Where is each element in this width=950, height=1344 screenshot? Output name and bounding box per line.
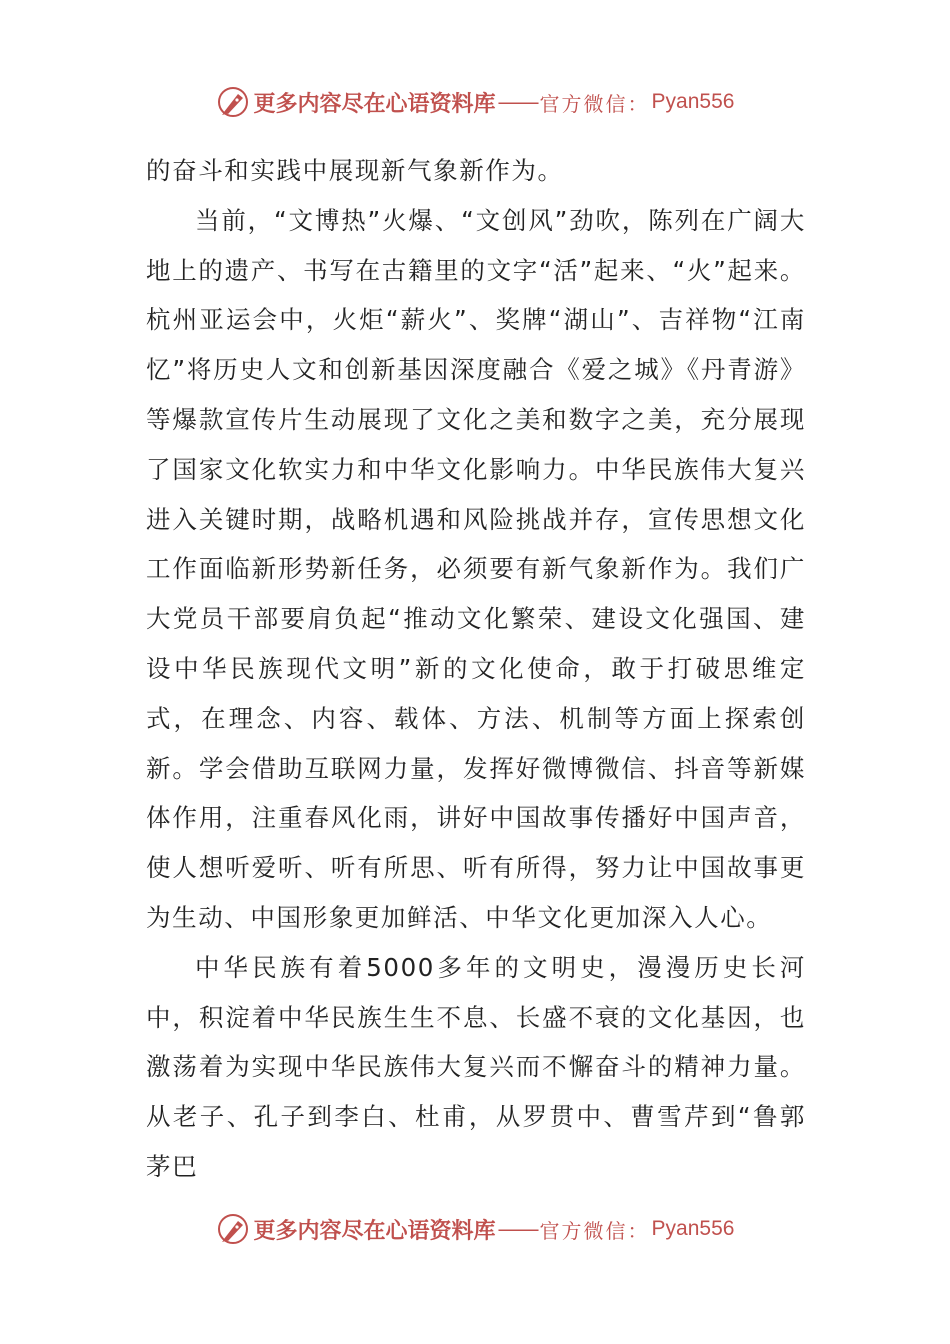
footer-banner [0,1209,950,1249]
pen-nib-logo-icon [216,1212,250,1246]
paragraph: 当前，“文博热”火爆、“文创风”劲吹，陈列在广阔大地上的遗产、书写在古籍里的文字“活”起来、“火”起来。杭州亚运会中，火炬“薪火”、奖牌“湖山”、吉祥物“江南忆”将历史人文和创新基因深度融合《爱之城》《丹青游》等爆款宣传片生动展现了文化之美和数字之美，充分展现了国家文化软实力和中华文化影响力。中华民族伟大复兴进入关键时期，战略机遇和风险挑战并存，宣传思想文化工作面临新形势新任务，必须要有新气象新作为。我们广大党员干部要肩负起“推动文化繁荣、建设文化强国、建设中华民族现代文明”新的文化使命，敢于打破思维定式，在理念、内容、载体、方法、机制等方面上探索创新。学会借助互联网力量，发挥好微博微信、抖音等新媒体作用，注重春风化雨，讲好中国故事传播好中国声音，使人想听爱听、听有所思、听有所得，努力让中国故事更为生动、中国形象更加鲜活、中华文化更加深入人心。 [146,205,806,932]
banner-wechat-id: Pyan556 [651,90,735,113]
header-banner [0,82,950,122]
pen-nib-logo-icon [216,85,250,119]
paragraph-continuation: 的奋斗和实践中展现新气象新作为。 [146,156,564,185]
banner-wechat-label: 官方微信： [539,91,650,116]
banner-dash: —— [497,89,538,115]
banner-brand-text: 更多内容尽在心语资料库 [253,1217,496,1244]
banner-wechat-label: 官方微信： [539,1218,650,1243]
paragraph: 中华民族有着5000多年的文明史，漫漫历史长河中，积淀着中华民族生生不息、长盛不衰的文化基因，也激荡着为实现中华民族伟大复兴而不懈奋斗的精神力量。从老子、孔子到李白、杜甫，从罗贯中、曹雪芹到“鲁郭茅巴 [146,952,806,1181]
banner-brand-text: 更多内容尽在心语资料库 [253,90,496,117]
banner-wechat-id: Pyan556 [651,1217,735,1240]
banner-dash: —— [497,1216,538,1242]
document-body [146,146,806,1192]
